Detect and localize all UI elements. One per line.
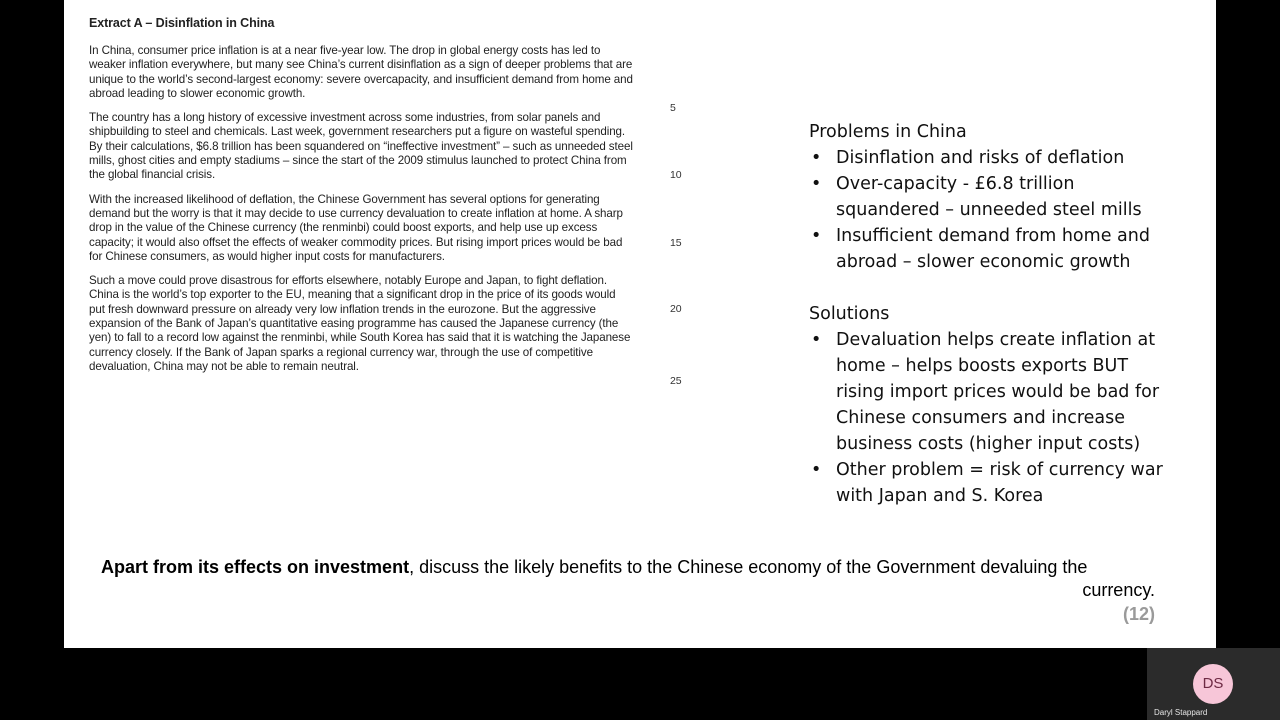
question-emphasis: Apart from its effects on investment: [101, 557, 410, 577]
participant-tile[interactable]: [1147, 648, 1280, 720]
paragraph-text: In China, consumer price inflation is at a near five-year low. The drop in global energy costs has led to weaker inflation everywhere, but many see China’s current disinflation as a sign of deeper problems that are unique to the world’s second-largest economy: severe overcapacity, and insufficient demand from home and abroad leading to slower economic growth.: [89, 44, 633, 100]
solutions-heading: Solutions: [809, 304, 890, 324]
list-item-text: Devaluation helps create inflation at home – helps boosts exports BUT rising import prices would be bad for Chinese consumers and increase business costs (higher input costs): [836, 330, 1160, 454]
line-number: 25: [670, 375, 682, 388]
bullet-icon: •: [811, 330, 822, 350]
solutions-list: [809, 327, 1169, 509]
participant-name: Daryl Stappard: [1154, 708, 1208, 717]
extract-paragraph: [89, 44, 689, 114]
line-number: 10: [670, 169, 682, 182]
line-number: 15: [670, 236, 682, 249]
list-item-text: Over-capacity - £6.8 trillion squandered – unneeded steel mills: [836, 174, 1142, 220]
avatar: DS: [1193, 664, 1233, 704]
line-number: 20: [670, 303, 682, 316]
extract-paragraph: [89, 274, 689, 388]
bullet-icon: •: [811, 148, 822, 168]
extract-panel: [89, 16, 689, 388]
line-number: 5: [670, 102, 676, 114]
list-item-text: Insufficient demand from home and abroad – slower economic growth: [836, 226, 1150, 272]
bullet-icon: •: [811, 174, 822, 194]
problems-heading: Problems in China: [809, 122, 967, 142]
question-line: [101, 556, 1155, 579]
paragraph-text: With the increased likelihood of deflation, the Chinese Government has several options for generating demand but the worry is that it may decide to use currency devaluation to create inflation at home. A sharp drop in the value of the Chinese currency (the renminbi) could boost exports, and help use up excess capacity; it would also offset the effects of weaker commodity prices. But rising import prices would be bad for Chinese consumers, as would higher input costs for manufacturers.: [89, 192, 623, 263]
notes-panel: [809, 119, 1169, 509]
shared-slide: [64, 0, 1216, 648]
list-item-text: Disinflation and risks of deflation: [836, 148, 1125, 168]
list-item: [809, 327, 1169, 457]
extract-paragraph: [89, 193, 689, 264]
list-item-text: Other problem = risk of currency war with Japan and S. Korea: [836, 460, 1163, 506]
list-item: [809, 171, 1169, 223]
list-item: [809, 223, 1169, 275]
question-line-end: currency.: [1082, 580, 1155, 600]
extract-title: Extract A – Disinflation in China: [89, 16, 275, 30]
spacer: [809, 275, 1169, 301]
question-text: , discuss the likely benefits to the Chinese economy of the Government devaluing the: [409, 557, 1088, 577]
problems-list: [809, 145, 1169, 275]
marks-label: (12): [1122, 604, 1155, 624]
bullet-icon: •: [811, 460, 822, 480]
bullet-icon: •: [811, 226, 822, 246]
list-item: [809, 145, 1169, 171]
paragraph-text: The country has a long history of excessive investment across some industries, from solar panels and shipbuilding to steel and chemicals. Last week, government researchers put a figure on wasteful spending. By their calculations, $6.8 trillion has been squandered on “ineffective investment” – such as unneeded steel mills, ghost cities and empty stadiums – since the start of the 2009 stimulus launched to protect China from the global financial crisis.: [89, 111, 633, 182]
paragraph-text: Such a move could prove disastrous for efforts elsewhere, notably Europe and Japan, to fight deflation. China is the world’s top exporter to the EU, meaning that a significant drop in the price of its goods would put fresh downward pressure on already very low inflation trends in the eurozone. But the aggressive expansion of the Bank of Japan’s quantitative easing programme has caused the Japanese currency (the yen) to fall to a record low against the renminbi, while South Korea has said that it is watching the Japanese currency closely. If the Bank of Japan sparks a regional currency war, through the use of competitive devaluation, China may not be able to remain neutral.: [89, 274, 631, 373]
exam-question: [101, 556, 1155, 602]
list-item: [809, 457, 1169, 509]
extract-paragraph: [89, 111, 689, 182]
